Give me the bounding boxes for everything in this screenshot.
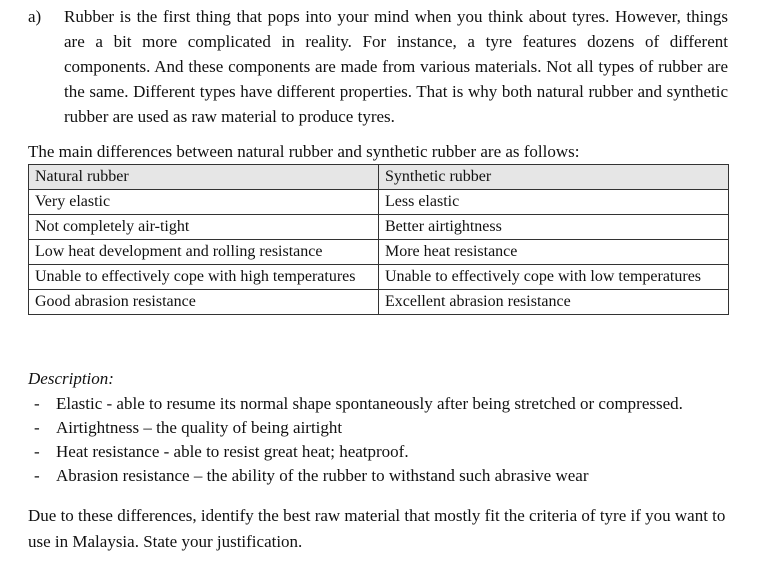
- description-item: Airtightness – the quality of being airtight: [56, 418, 343, 437]
- synthetic-cell: Excellent abrasion resistance: [379, 290, 729, 315]
- natural-cell: Good abrasion resistance: [29, 290, 379, 315]
- table-row: [29, 190, 729, 215]
- description-title: Description:: [28, 369, 114, 388]
- question-marker: a): [28, 7, 42, 26]
- natural-cell: Unable to effectively cope with high temperatures: [29, 265, 379, 290]
- description-item: Elastic - able to resume its normal shape spontaneously after being stretched or compressed.: [56, 394, 683, 413]
- table-row: [29, 215, 729, 240]
- question-a: [28, 4, 728, 129]
- synthetic-cell: Unable to effectively cope with low temperatures: [379, 265, 729, 290]
- comparison-table: [28, 164, 729, 315]
- natural-cell: Not completely air-tight: [29, 215, 379, 240]
- description-item: Heat resistance - able to resist great heat; heatproof.: [56, 442, 409, 461]
- header-synthetic-rubber: Synthetic rubber: [379, 165, 729, 190]
- description-item: Abrasion resistance – the ability of the rubber to withstand such abrasive wear: [56, 466, 589, 485]
- description-list: [28, 392, 748, 488]
- table-row: [29, 290, 729, 315]
- synthetic-cell: More heat resistance: [379, 240, 729, 265]
- dash-bullet: -: [34, 442, 40, 461]
- list-item: [28, 464, 748, 488]
- question-text: Rubber is the first thing that pops into your mind when you think about tyres. However, things are a bit more complicated in reality. For instance, a tyre features dozens of different components. And these components are made from various materials. Not all types of rubber are the same. Different types have different properties. That is why both natural rubber and synthetic rubber are used as raw material to produce tyres.: [64, 7, 728, 126]
- natural-cell: Low heat development and rolling resistance: [29, 240, 379, 265]
- table-header-row: [29, 165, 729, 190]
- list-item: [28, 440, 748, 464]
- header-natural-rubber: Natural rubber: [29, 165, 379, 190]
- dash-bullet: -: [34, 418, 40, 437]
- natural-cell: Very elastic: [29, 190, 379, 215]
- synthetic-cell: Better airtightness: [379, 215, 729, 240]
- list-item: [28, 392, 748, 416]
- table-row: [29, 265, 729, 290]
- table-intro: The main differences between natural rubber and synthetic rubber are as follows:: [28, 142, 580, 161]
- synthetic-cell: Less elastic: [379, 190, 729, 215]
- dash-bullet: -: [34, 394, 40, 413]
- dash-bullet: -: [34, 466, 40, 485]
- final-question: Due to these differences, identify the best raw material that mostly fit the criteria of tyre if you want to use in Malaysia. State your justification.: [28, 506, 726, 551]
- table-row: [29, 240, 729, 265]
- list-item: [28, 416, 748, 440]
